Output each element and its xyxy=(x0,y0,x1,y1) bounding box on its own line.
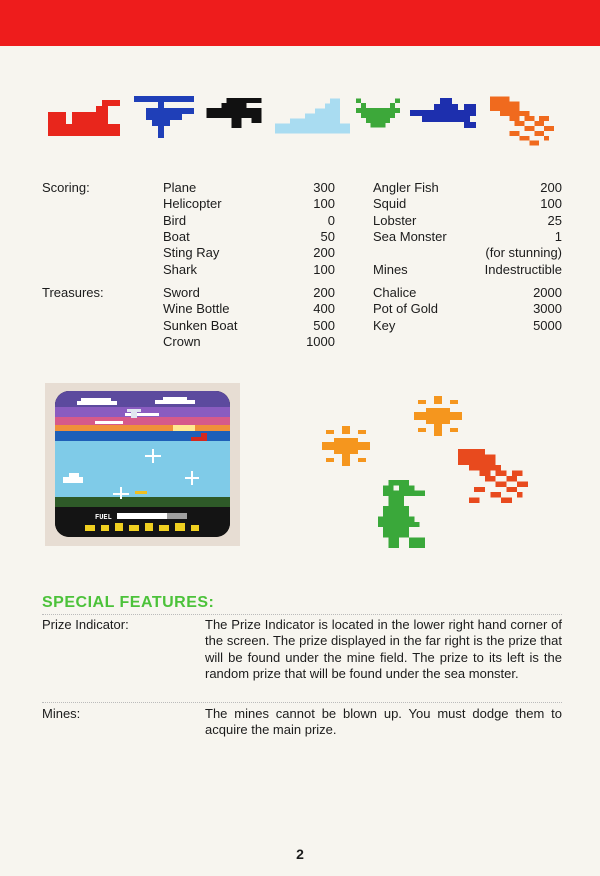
score-points: 25 xyxy=(547,212,562,228)
mine-sprite xyxy=(414,396,462,436)
game-screenshot xyxy=(45,383,240,546)
plane-sprite xyxy=(48,100,120,136)
score-item: Mines xyxy=(373,261,408,277)
feature-text-mines: The mines cannot be blown up. You must dodge them to acquire the main prize. xyxy=(205,706,562,738)
score-points: 0 xyxy=(327,212,335,228)
treasure-points: 2000 xyxy=(533,285,562,300)
treasure-points: 400 xyxy=(313,301,335,317)
enemy-sprite-row xyxy=(0,90,600,150)
bird-sprite xyxy=(206,98,262,128)
sting-ray-sprite xyxy=(356,98,400,128)
divider xyxy=(42,702,562,703)
top-color-bar xyxy=(0,0,600,46)
score-points: 100 xyxy=(313,196,335,212)
score-item: Lobster xyxy=(373,212,417,228)
score-points: 100 xyxy=(540,196,562,212)
treasure-points: 200 xyxy=(313,285,335,300)
page-number: 2 xyxy=(296,846,304,862)
scoring-table xyxy=(0,180,600,280)
score-points: 200 xyxy=(313,245,335,261)
treasure-points: 1000 xyxy=(306,333,335,349)
fuel-label: FUEL xyxy=(95,514,112,522)
treasure-item: Crown xyxy=(163,333,201,349)
score-item: Sea Monster xyxy=(373,228,447,244)
treasure-item: Sword xyxy=(163,285,200,300)
boat-sprite xyxy=(270,98,350,134)
lobster-sprite xyxy=(458,448,528,504)
score-points: (for stunning) xyxy=(485,245,562,261)
feature-label-prize-indicator: Prize Indicator: xyxy=(42,617,129,632)
score-item: Helicopter xyxy=(163,196,222,212)
shark-sprite xyxy=(410,98,476,128)
scoring-heading: Scoring: xyxy=(42,180,90,195)
treasure-item: Key xyxy=(373,317,396,333)
score-item: Shark xyxy=(163,261,197,277)
treasures-heading: Treasures: xyxy=(42,285,104,300)
score-points: 300 xyxy=(313,180,335,195)
score-item: Bird xyxy=(163,212,187,228)
helicopter-sprite xyxy=(134,96,194,138)
score-points: 100 xyxy=(313,261,335,277)
score-item: Sting Ray xyxy=(163,245,220,261)
treasures-table xyxy=(0,285,600,355)
score-item: Plane xyxy=(163,180,197,195)
treasure-points: 3000 xyxy=(533,301,562,317)
treasure-item: Sunken Boat xyxy=(163,317,238,333)
tv-screen xyxy=(55,391,230,537)
score-item: Angler Fish xyxy=(373,180,439,195)
score-points: Indestructible xyxy=(484,261,562,277)
mine-sprite xyxy=(322,426,370,466)
feature-text-prize-indicator: The Prize Indicator is located in the lower right hand corner of the screen. The prize displayed in the far right is the prize that will be found under the mine field. The prize to its left is the random prize that will be found under the sea monster. xyxy=(205,617,562,681)
score-points: 50 xyxy=(320,228,335,244)
score-points: 200 xyxy=(540,180,562,195)
special-features-title: SPECIAL FEATURES: xyxy=(42,594,215,611)
treasure-item: Chalice xyxy=(373,285,417,300)
divider xyxy=(42,614,562,615)
sea-monster-sprite xyxy=(378,480,430,548)
treasure-item: Pot of Gold xyxy=(373,301,439,317)
feature-label-mines: Mines: xyxy=(42,706,81,721)
score-points: 1 xyxy=(554,228,562,244)
treasure-item: Wine Bottle xyxy=(163,301,230,317)
score-item: Boat xyxy=(163,228,190,244)
treasure-points: 5000 xyxy=(533,317,562,333)
game-scene xyxy=(55,391,230,537)
treasure-points: 500 xyxy=(313,317,335,333)
squid-sprite xyxy=(490,96,554,146)
score-item: Squid xyxy=(373,196,407,212)
